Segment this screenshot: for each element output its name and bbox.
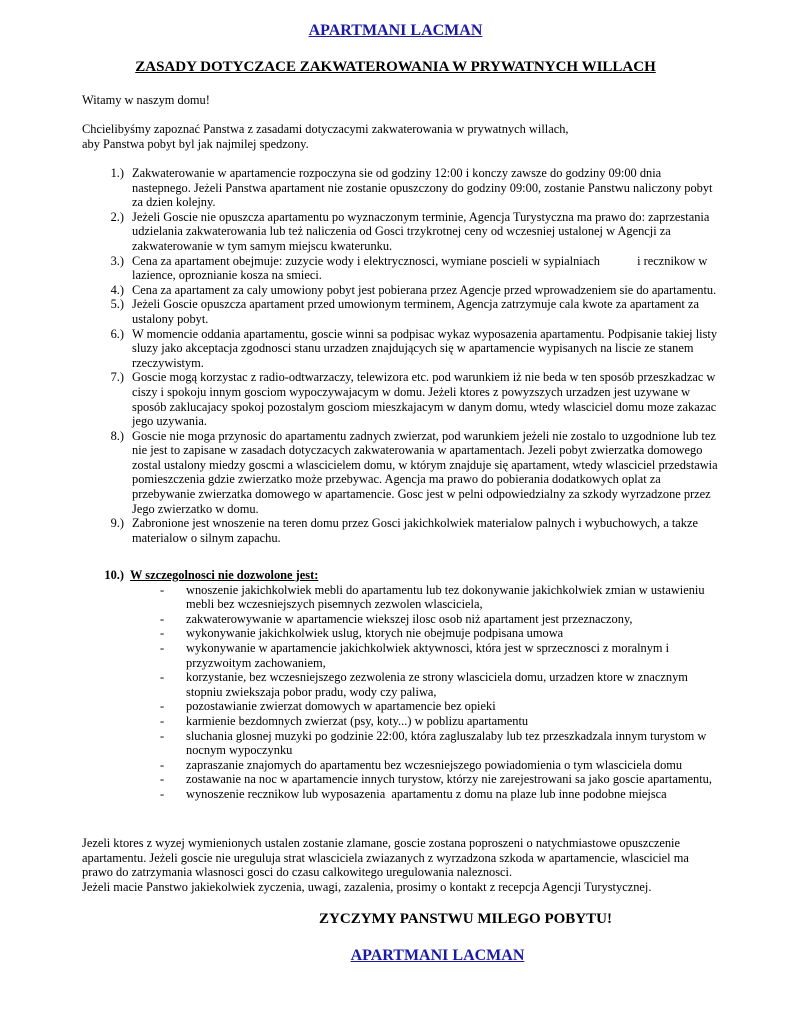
forbidden-text: pozostawianie zwierzat domowych w apartamencie bez opieki: [186, 699, 496, 714]
greeting-text: Witamy w naszym domu!: [82, 93, 210, 107]
forbidden-text: zostawanie na noc w apartamencie innych turystow, którzy nie zarejestrowani sa jako goscie apartamentu,: [186, 772, 712, 787]
closing-paragraph: [82, 836, 722, 894]
rule-text: Zabronione jest wnoszenie na teren domu przez Gosci jakichkolwiek materialow palnych i wybuchowych, a takze materialow o silnym zapachu.: [132, 516, 698, 545]
rule-text: Zakwaterowanie w apartamencie rozpoczyna sie od godziny 12:00 i konczy zawsze do godziny 09:00 dnia nastepnego. Jeżeli Panstwa apartament nie zostanie opuszczony do godziny 09:00, zostanie Panstwu naliczony pobyt za dzien kolejny.: [132, 166, 713, 210]
rule-text: Goscie nie moga przynosic do apartamentu zadnych zwierzat, pod warunkiem jeżeli nie zostalo to uzgodnione lub tez nie jest to zapisane w zasadach dotyczacych zakwaterowania w apartamentach. Jezeli pobyt zwierzatka domowego zostal ustalony miedzy goscmi a wlascicielem domu, w którym znajduje się apartament, wtedy wlasciciel przedstawia pomieszczenia gdzie zwierzatko może przebywac. Agencja ma prawo do pobierania dodatkowych oplat za przebywanie zwierzatka domowego w apartamencie. Gosc jest w pelni odpowiedzialny za szkody wyrzadzone przez Jego zwierzatko w domu.: [132, 428, 718, 516]
dash-bullet: -: [160, 772, 165, 787]
rule-number: 8.): [110, 428, 124, 443]
dash-bullet: -: [160, 611, 165, 626]
rule-number: 10.): [104, 568, 124, 582]
intro-line: Chcielibyśmy zapoznać Panstwa z zasadami dotyczacymi zakwaterowania w prywatnych willach,: [82, 122, 569, 136]
dash-bullet: -: [160, 713, 165, 728]
forbidden-item: [82, 714, 722, 729]
brand-heading-top: APARTMANI LACMAN: [308, 22, 483, 39]
rule-item: [82, 254, 722, 283]
rule-item: [82, 516, 722, 545]
forbidden-text: zakwaterowywanie w apartamencie wiekszej ilosc osob niż apartament jest przeznaczony,: [186, 611, 633, 626]
rule-number: 3.): [110, 253, 124, 268]
forbidden-item: [82, 699, 722, 714]
forbidden-text: wykonywanie w apartamencie jakichkolwiek aktywnosci, która jest w sprzecznosci z moralnym i przyzwoitym zachowaniem,: [186, 640, 670, 670]
rule-text: Cena za apartament obejmuje: zuzycie wody i elektrycznosci, wymiane poscieli w sypialniach i recznikow w lazience, oproznianie kosza na smieci.: [132, 253, 711, 283]
forbidden-text: karmienie bezdomnych zwierzat (psy, koty...) w poblizu apartamentu: [186, 713, 529, 728]
rule-number: 5.): [110, 297, 124, 312]
rule-number: 4.): [110, 282, 124, 297]
contact-text: Jeżeli macie Panstwo jakiekolwiek zyczenia, uwagi, zazalenia, prosimy o kontakt z recepcja Agencji Turystycznej.: [82, 879, 652, 894]
forbidden-text: korzystanie, bez wczesniejszego zezwolenia ze strony wlasciciela domu, urzadzen ktore w znacznym stopniu zwiekszaja pobor pradu, wody czy paliwa,: [186, 670, 688, 699]
rule-text: Jeżeli Goscie nie opuszcza apartamentu po wyznaczonym terminie, Agencja Turystyczna ma prawo do: zaprzestania udzielania zakwaterowania lub też naliczenia od Gosci trzykrotnej ceny od wczesniej ustalonej w Agencji za zakwaterowanie w tym samym miejscu kwaterunku.: [132, 209, 710, 253]
forbidden-text: wnoszenie jakichkolwiek mebli do apartamentu lub tez dokonywanie jakichkolwiek zmian w ustawieniu mebli bez wczesniejszych pisemnych zezwolen wlasciciela,: [186, 582, 705, 612]
rule-text: W momencie oddania apartamentu, goscie winni sa podpisac wykaz wyposazenia apartamentu. Podpisanie takiej listy sluzy jako akceptacja zgodnosci stanu urzadzen znajdujących się w apartamencie wypisanych na liscie ze stanem rzeczywistym.: [132, 326, 718, 370]
dash-bullet: -: [160, 640, 165, 655]
forbidden-item: [82, 612, 722, 627]
rule-item: [82, 370, 722, 428]
rule-10-section: [82, 568, 722, 802]
forbidden-item: [82, 772, 722, 787]
dash-bullet: -: [160, 699, 165, 714]
rule-item: [82, 297, 722, 326]
rule-item: [82, 210, 722, 254]
brand-heading-bottom: APARTMANI LACMAN: [350, 947, 525, 964]
forbidden-item: [82, 729, 722, 758]
intro-paragraph: [82, 122, 722, 151]
rule-text: Jeżeli Goscie opuszcza apartament przed umowionym terminem, Agencja zatrzymuje cala kwote za apartament za ustalony pobyt.: [132, 297, 699, 326]
rule-item: [82, 429, 722, 517]
farewell-wish: ZYCZYMY PANSTWU MILEGO POBYTU!: [319, 911, 612, 927]
forbidden-item: [82, 758, 722, 773]
rule-10-label: W szczegolnosci nie dozwolone jest:: [130, 568, 319, 582]
forbidden-item: [82, 670, 722, 699]
dash-bullet: -: [160, 757, 165, 772]
rule-10-heading: [82, 568, 722, 583]
dash-bullet: -: [160, 582, 165, 597]
forbidden-text: wykonywanie jakichkolwiek uslug, ktorych nie obejmuje podpisana umowa: [186, 626, 564, 641]
rule-text: Goscie mogą korzystac z radio-odtwarzaczy, telewizora etc. pod warunkiem iż nie beda w ten sposób przeszkadzac w ciszy i spokoju innym gosciom wypoczywajacym w domu. Jeżeli ktores z powyzszych urzadzen jest uzywane w sposób zaklucajacy spokoj pozostalym gosciom mieszkajacym w danym domu, wtedy wlasciciel domu moze zakazac jego uzywania.: [132, 370, 717, 429]
intro-line: aby Panstwa pobyt byl jak najmilej spedzony.: [82, 136, 309, 151]
rule-number: 9.): [110, 516, 124, 531]
dash-bullet: -: [160, 786, 165, 801]
rule-number: 6.): [110, 326, 124, 341]
forbidden-item: [82, 626, 722, 641]
closing-text: Jezeli ktores z wyzej wymienionych ustalen zostanie zlamane, goscie zostana poproszeni o natychmiastowe opuszczenie apartamentu. Jeżeli goscie nie ureguluja strat wlasciciela zwiazanych z wyrzadzona szkoda w apartamencie, wlasciciel ma prawo do zatrzymania wlasnosci gosci do czasu calkowitego uregulowania naleznosci.: [82, 836, 689, 880]
forbidden-text: zapraszanie znajomych do apartamentu bez wczesniejszego powiadomienia o tym wlasciciela domu: [186, 757, 683, 772]
dash-bullet: -: [160, 626, 165, 641]
rule-number: 2.): [110, 209, 124, 224]
forbidden-item: [82, 583, 722, 612]
forbidden-list: [82, 583, 722, 802]
forbidden-text: sluchania glosnej muzyki po godzinie 22:00, która zagluszalaby lub tez przeszkadzala innym turystom w nocnym wypoczynku: [186, 728, 707, 758]
document-title: ZASADY DOTYCZACE ZAKWATEROWANIA W PRYWATNYCH WILLACH: [135, 59, 656, 75]
forbidden-item: [82, 641, 722, 670]
rule-number: 7.): [110, 370, 124, 385]
forbidden-text: wynoszenie recznikow lub wyposazenia apartamentu z domu na plaze lub inne podobne miejsca: [186, 786, 667, 801]
rules-list: [82, 166, 722, 545]
rule-item: [82, 283, 722, 298]
forbidden-item: [82, 787, 722, 802]
rule-item: [82, 166, 722, 210]
dash-bullet: -: [160, 670, 165, 685]
rule-text: Cena za apartament za caly umowiony pobyt jest pobierana przez Agencje przed wprowadzeniem sie do apartamentu.: [132, 282, 717, 297]
rule-number: 1.): [110, 166, 124, 180]
dash-bullet: -: [160, 728, 165, 743]
rule-item: [82, 327, 722, 371]
